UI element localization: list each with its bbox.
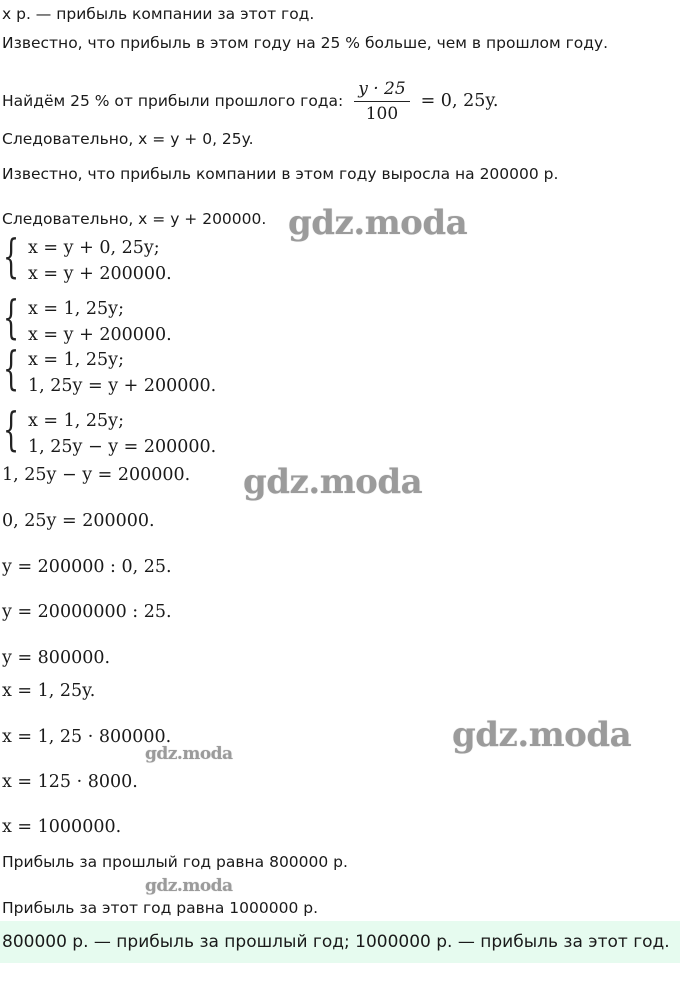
system-brace-1: { — [3, 229, 20, 283]
equation-line-3: y = 200000 : 0, 25. — [2, 557, 172, 577]
equation-line-8: x = 125 · 8000. — [2, 772, 138, 792]
equation-line-9: x = 1000000. — [2, 817, 122, 837]
equation-line-5: y = 800000. — [2, 648, 111, 668]
system-1-eq-1: x = y + 0, 25y; — [28, 238, 160, 258]
text-line-conclusion-2: Следовательно, x = y + 200000. — [2, 210, 267, 228]
text-line-profit-this-year: Прибыль за этот год равна 1000000 р. — [2, 899, 319, 917]
text-line-conclusion-1: Следовательно, x = y + 0, 25y. — [2, 130, 254, 148]
text-line-percent-calc — [2, 79, 498, 124]
system-2-eq-1: x = 1, 25y; — [28, 299, 124, 319]
text-line-condition-growth: Известно, что прибыль компании в этом году выросла на 200000 р. — [2, 165, 559, 183]
equation-line-7: x = 1, 25 · 800000. — [2, 727, 172, 747]
system-brace-3: { — [3, 341, 20, 395]
watermark-logo: gdz.moda — [452, 715, 632, 755]
watermark-logo-small: gdz.moda — [145, 876, 233, 896]
fraction-denominator: 100 — [365, 104, 399, 124]
system-3-eq-2: 1, 25y = y + 200000. — [28, 376, 217, 396]
system-4-eq-2: 1, 25y − y = 200000. — [28, 437, 217, 457]
system-2-eq-2: x = y + 200000. — [28, 325, 172, 345]
system-brace-2: { — [3, 290, 20, 344]
percent-calc-text: Найдём 25 % от прибыли прошлого года: — [2, 92, 344, 110]
percent-calc-result: = 0, 25y. — [420, 91, 499, 111]
answer-box — [0, 921, 680, 963]
equation-line-6: x = 1, 25y. — [2, 681, 96, 701]
system-4-eq-1: x = 1, 25y; — [28, 411, 124, 431]
watermark-logo: gdz.moda — [243, 462, 423, 502]
answer-text: 800000 р. — прибыль за прошлый год; 1000000 р. — прибыль за этот год. — [2, 932, 670, 952]
system-3-eq-1: x = 1, 25y; — [28, 350, 124, 370]
text-line-profit-last-year: Прибыль за прошлый год равна 800000 р. — [2, 853, 348, 871]
fraction-numerator: y · 25 — [354, 79, 409, 102]
system-1-eq-2: x = y + 200000. — [28, 264, 172, 284]
system-brace-4: { — [3, 402, 20, 456]
watermark-logo: gdz.moda — [288, 203, 468, 243]
equation-line-1: 1, 25y − y = 200000. — [2, 465, 191, 485]
fraction — [354, 79, 409, 124]
equation-line-4: y = 20000000 : 25. — [2, 602, 172, 622]
equation-line-2: 0, 25y = 200000. — [2, 511, 155, 531]
text-line-definition: x р. — прибыль компании за этот год. — [2, 5, 315, 23]
text-line-condition-percent: Известно, что прибыль в этом году на 25 % больше, чем в прошлом году. — [2, 34, 609, 52]
watermark-logo-small: gdz.moda — [145, 744, 233, 764]
